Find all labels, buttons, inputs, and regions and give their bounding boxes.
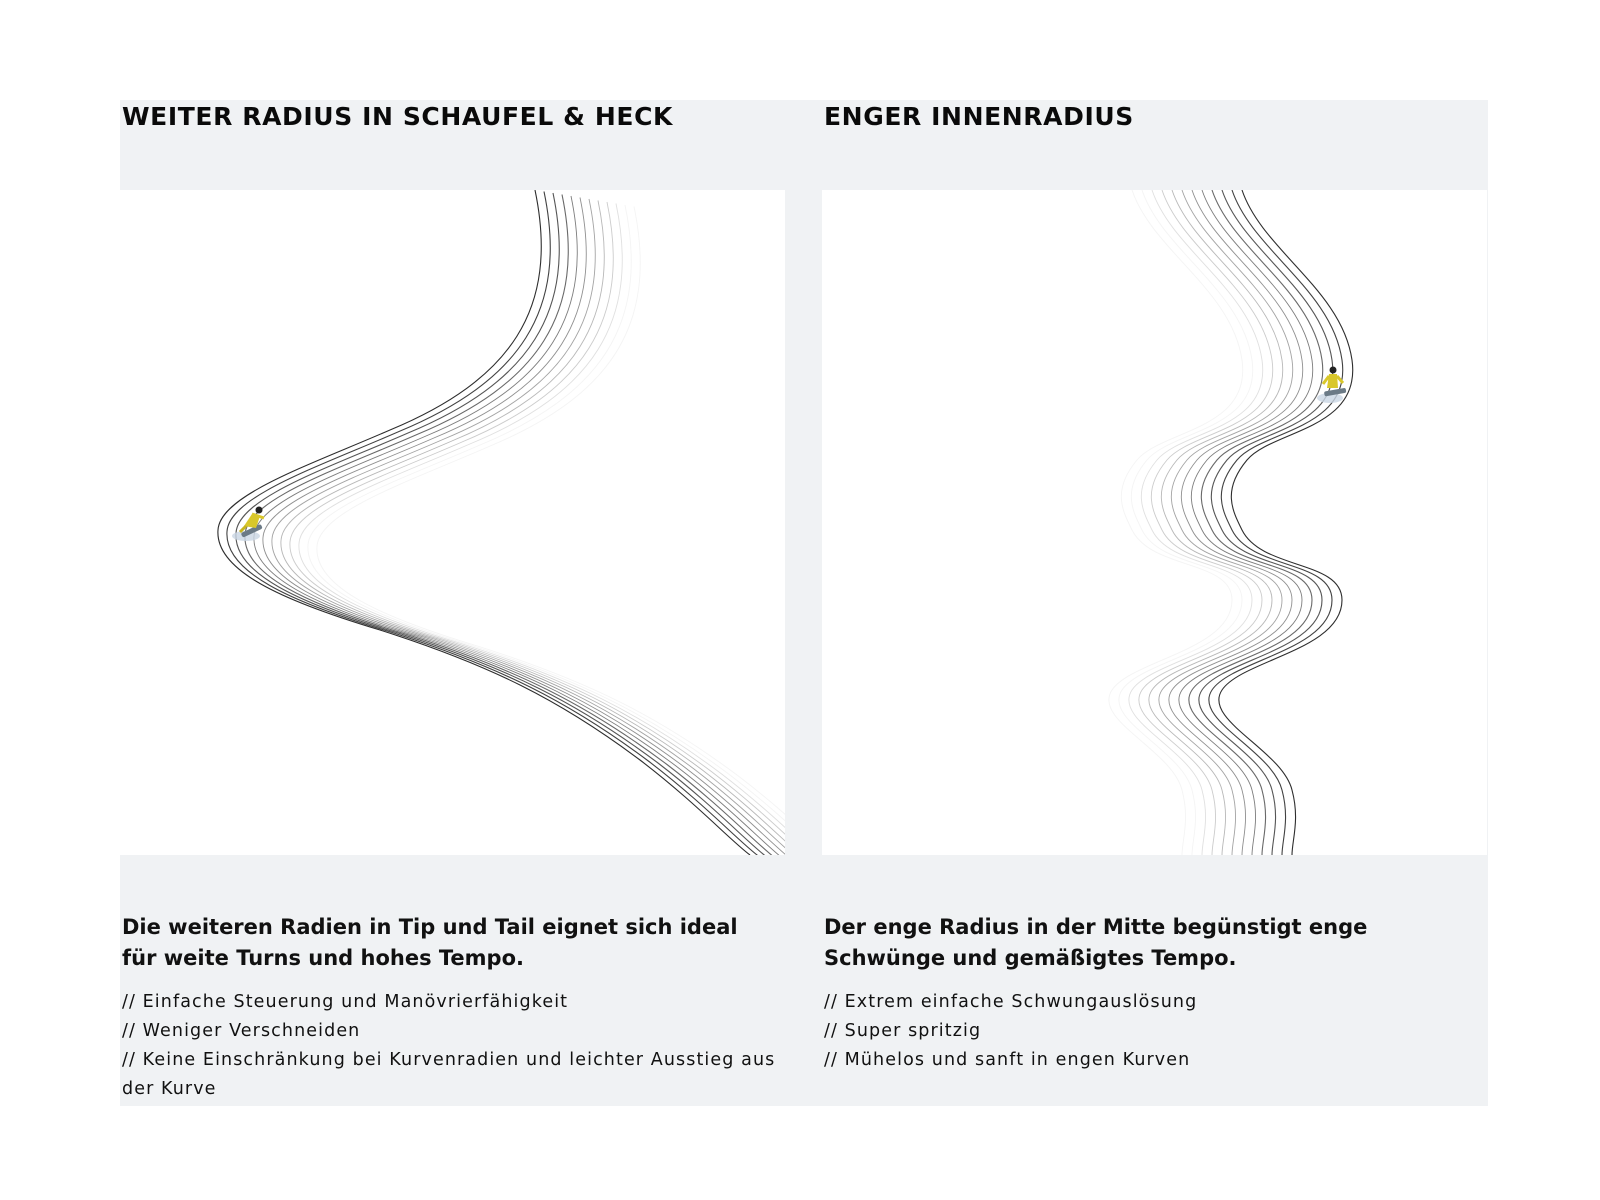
track-line	[281, 201, 785, 856]
track-line	[290, 202, 785, 855]
track-line	[227, 192, 759, 856]
track-line	[1159, 190, 1293, 855]
feature-item: // Mühelos und sanft in engen Kurven	[824, 1050, 1191, 1070]
track-line	[1109, 190, 1243, 855]
wide-turn-tracks	[218, 190, 785, 855]
track-line	[1119, 190, 1253, 855]
narrow-radius-lead: Der enge Radius in der Mitte begünstigt enge Schwünge und gemäßigtes Tempo.	[824, 915, 1368, 970]
track-line	[1169, 190, 1303, 855]
track-line	[1219, 190, 1353, 855]
wide-radius-illustration	[120, 190, 785, 855]
wide-radius-lead: Die weiteren Radien in Tip und Tail eignet sich ideal für weite Turns und hohes Tempo.	[122, 915, 738, 970]
feature-item: // Weniger Verschneiden	[122, 1021, 361, 1041]
track-line	[1209, 190, 1343, 855]
feature-item: // Einfache Steuerung und Manövrierfähigkeit	[122, 992, 569, 1012]
feature-item: // Super spritzig	[824, 1021, 982, 1041]
narrow-radius-illustration	[822, 190, 1487, 855]
track-line	[1139, 190, 1273, 855]
track-line	[1149, 190, 1283, 855]
track-line	[1179, 190, 1313, 855]
track-line	[1189, 190, 1323, 855]
wide-radius-feature-list	[122, 988, 782, 1104]
track-line	[272, 199, 785, 855]
narrow-turn-tracks	[1109, 190, 1353, 855]
track-line	[263, 198, 785, 856]
wide-radius-title: WEITER RADIUS IN SCHAUFEL & HECK	[122, 102, 673, 131]
narrow-radius-title: ENGER INNENRADIUS	[824, 102, 1134, 131]
track-line	[1199, 190, 1333, 855]
track-line	[236, 193, 768, 855]
narrow-radius-feature-list	[824, 988, 1484, 1075]
track-line	[218, 190, 750, 855]
feature-item: // Keine Einschränkung bei Kurvenradien und leichter Ausstieg aus der Kurve	[122, 1050, 776, 1099]
track-line	[254, 196, 785, 855]
track-line	[1129, 190, 1263, 855]
feature-item: // Extrem einfache Schwungauslösung	[824, 992, 1198, 1012]
